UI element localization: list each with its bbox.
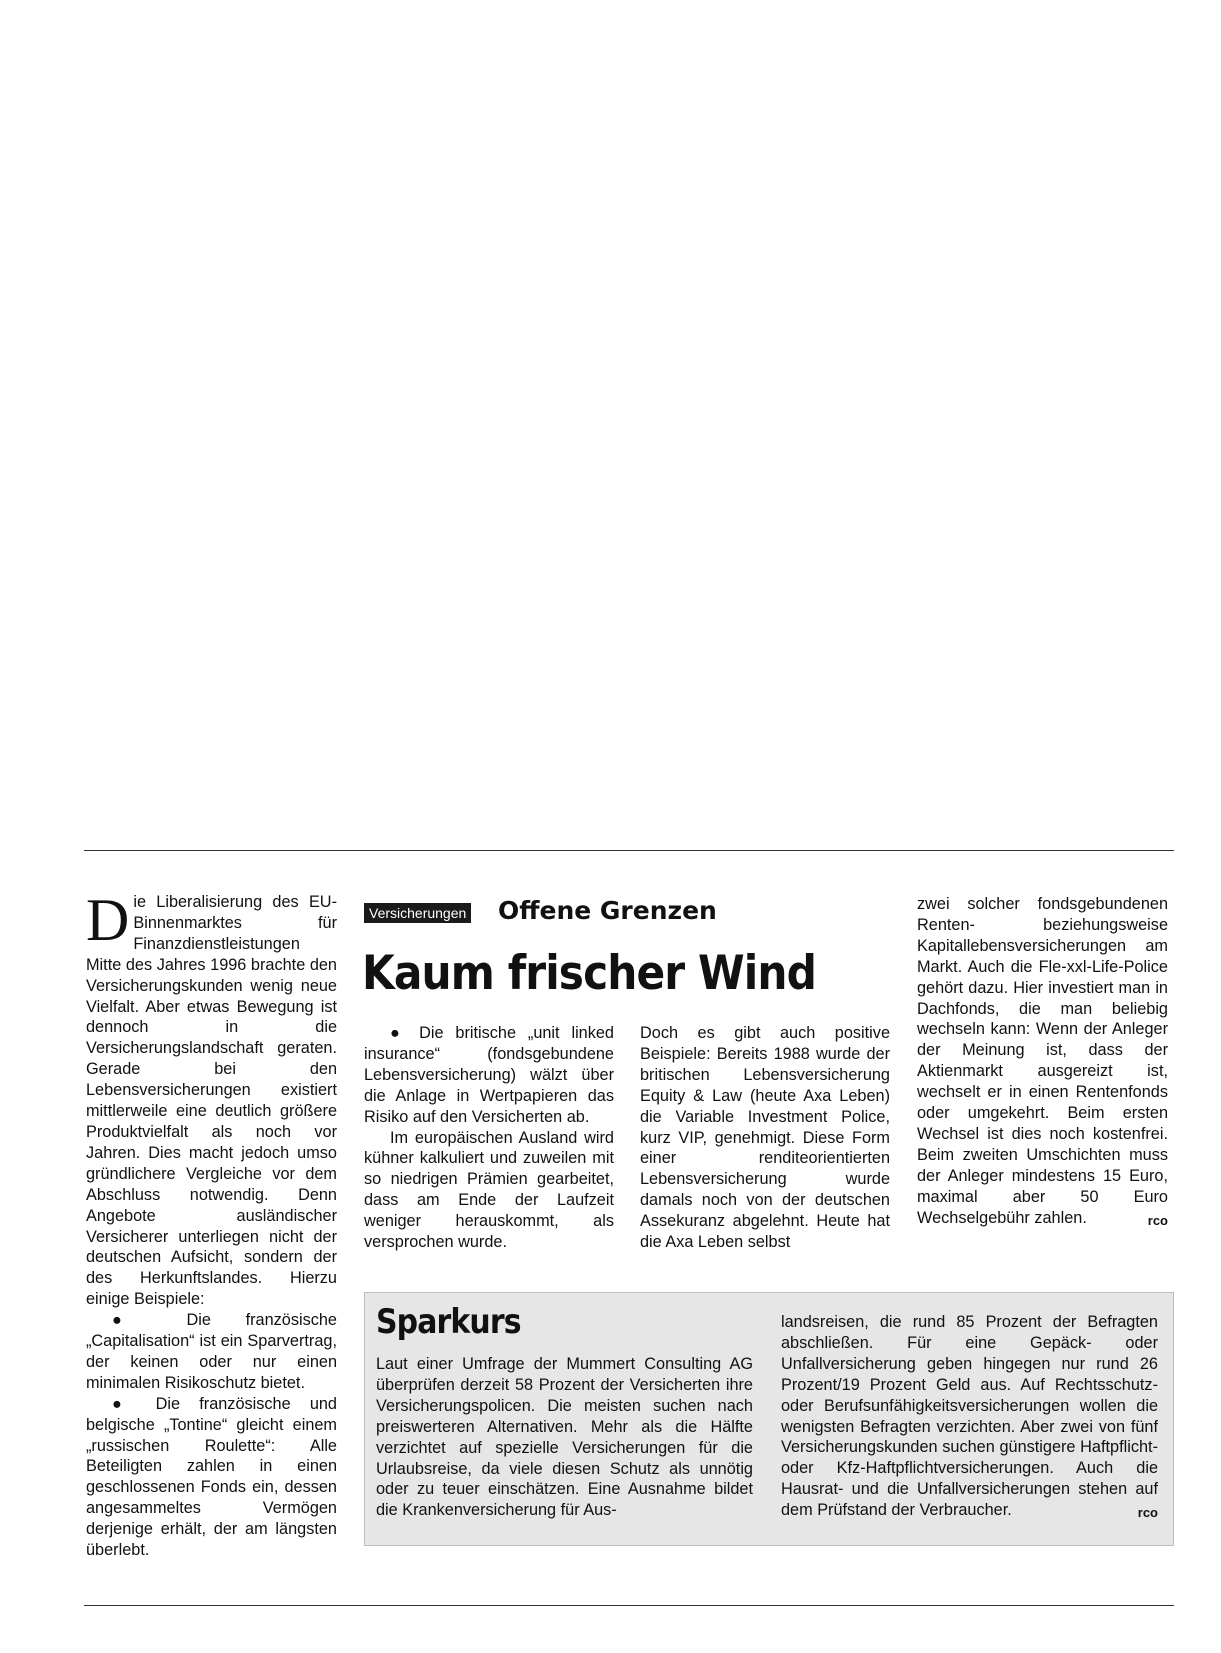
author-signature: rco [1147, 1212, 1168, 1228]
section-kicker: Versicherungen [364, 903, 471, 923]
sidebar-right-text: landsreisen, die rund 85 Prozent der Befragten abschließen. Für eine Gepäck- oder Unfallversicherung geben hingegen nur rund 26 Prozent/19 Prozent Geld aus. Auf Rechtsschutz- oder Berufsunfähigkeitsversicherungen wollen die wenigsten Befragten verzichten. Aber zwei von fünf Versicherungskunden suchen günstigere Haftpflicht- oder Kfz-Haftpflichtversicherungen. Auch die Hausrat- und die Unfallversicherungen stehen auf dem Prüfstand der Verbraucher. [781, 1313, 1158, 1520]
bottom-rule [84, 1605, 1174, 1606]
example-tontine: ● Die französische und belgische „Tontine“ gleicht einem „russischen Roulette“: Alle Beteiligten zahlen in einen geschlossenen Fonds ein, dessen angesammeltes Vermögen derjenige erhält, der am längsten überlebt. [86, 1394, 337, 1560]
sidebar-title: Sparkurs [376, 1302, 521, 1342]
sidebar-column-right [781, 1312, 1158, 1524]
drop-cap: D [86, 887, 130, 953]
continuation-paragraph [917, 894, 1168, 1229]
article-subhead: Offene Grenzen [498, 896, 717, 925]
example-capitalisation: ● Die französische „Capitalisation“ ist ein Sparvertrag, der keinen oder nur einen minimalen Risikoschutz bietet. [86, 1311, 337, 1392]
continuation-text: zwei solcher fondsgebundenen Renten- beziehungsweise Kapitallebensversicherungen am Markt. Auch die Fle-xxl-Life-Police gehört dazu. Hier investiert man in Dachfonds, die man beliebig wechseln kann: Wenn der Anleger der Meinung ist, dass der Aktienmarkt ausgereizt ist, wechselt er in einen Rentenfonds oder umgekehrt. Beim ersten Wechsel ist dies noch kostenfrei. Beim zweiten Umschichten muss der Anleger mindestens 15 Euro, maximal aber 50 Euro Wechselgebühr zahlen. [917, 895, 1168, 1227]
intro-text: ie Liberalisierung des EU-Binnenmarktes für Finanzdienstleistungen Mitte des Jahres 1996 brachte den Versicherungskunden wenig neue Vielfalt. Aber etwas Bewegung ist dennoch in die Versicherungslandschaft geraten. Gerade bei den Lebensversicherungen existiert mittlerweile eine deutlich größere Produktvielfalt als noch vor Jahren. Dies macht jedoch umso gründlichere Vergleiche vor dem Abschluss notwendig. Denn Angebote ausländischer Versicherer unterliegen nicht der deutschen Aufsicht, sondern der des Herkunftslandes. Hierzu einige Beispiele: [86, 893, 337, 1309]
example-unit-linked: ● Die britische „unit linked insurance“ (fondsgebundene Lebensversicherung) wälzt über die Anlage in Wertpapieren das Risiko auf den Versicherten ab. [364, 1024, 614, 1126]
article-column-1 [86, 887, 337, 1561]
ausland-paragraph: Im europäischen Ausland wird kühner kalkuliert und zuweilen mit so niedrigen Prämien gearbeitet, dass am Ende der Laufzeit weniger herauskommt, als versprochen wurde. [364, 1128, 614, 1252]
sidebar-right-paragraph [781, 1312, 1158, 1521]
positive-examples-paragraph: Doch es gibt auch positive Beispiele: Bereits 1988 wurde der britischen Lebensversicherung Equity & Law (heute Axa Leben) die Variable Investment Police, kurz VIP, genehmigt. Diese Form einer renditeorientierten Lebensversicherung wurde damals noch von der deutschen Assekuranz abgelehnt. Heute hat die Axa Leben selbst [640, 1024, 890, 1252]
article-headline: Kaum frischer Wind [362, 946, 817, 1001]
sidebar-column-left [376, 1354, 753, 1521]
top-rule [84, 850, 1174, 851]
article-column-3 [640, 1023, 890, 1253]
article-column-2 [364, 1023, 614, 1253]
sidebar-left-text: Laut einer Umfrage der Mummert Consulting AG überprüfen derzeit 58 Prozent der Versicherten ihre Versicherungspolicen. Die meisten suchen nach preiswerteren Alternativen. Mehr als die Hälfte verzichtet auf spezielle Versicherungen für die Urlaubsreise, da viele diesen Schutz als unnötig oder zu teuer einschätzen. Eine Ausnahme bildet die Krankenversicherung für Aus- [376, 1355, 753, 1520]
article-column-4 [917, 894, 1168, 1232]
sidebar-signature: rco [1137, 1505, 1158, 1521]
intro-paragraph [86, 887, 337, 1310]
